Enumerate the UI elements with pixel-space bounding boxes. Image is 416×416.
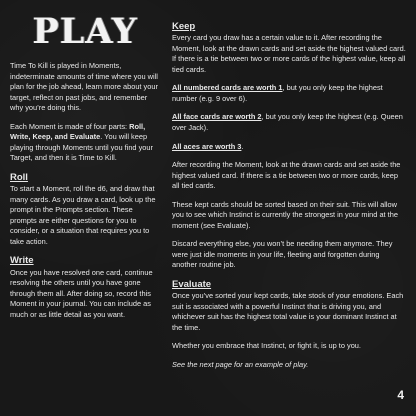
page-number: 4 (397, 387, 404, 402)
right-column (172, 21, 406, 378)
keep-paragraph-3: These kept cards should be sorted based on their suit. This will allow you to see which Instinct is currently the strongest in your mind at the moment (see Evaluate). (172, 199, 398, 230)
write-heading: Write (10, 255, 34, 267)
evaluate-paragraph-2: Whether you embrace that Instinct, or fight it, is up to you. (172, 341, 361, 351)
keep-paragraph-4: Discard everything else, you won’t be needing them anymore. They were just idle moments in your life, fleeting and forgotten during another routine job. (172, 239, 393, 270)
write-paragraph: Once you have resolved one card, continue resolving the others until you have gone through them all. After doing so, record this Moment in your journal. You can include as much or as little detail as you want. (10, 267, 153, 319)
evaluate-heading: Evaluate (172, 278, 212, 290)
moments-paragraph (10, 122, 160, 164)
keep-paragraph-2: After recording the Moment, look at the drawn cards and set aside the highest valued card. If there is a tie between two or more cards, keep all tied cards. (172, 160, 401, 191)
page-title: PLAY (32, 11, 138, 52)
moments-text-before: Each Moment is made of four parts: (10, 121, 130, 131)
moments-parts: Roll, Write, Keep, and Evaluate (10, 121, 146, 142)
moments-text-after: . You will keep playing through Moments until you find your Target, and then it is Time to Kill. (10, 132, 153, 163)
numbered-cards-value: All numbered cards are worth 1 (172, 83, 283, 93)
next-page-note: See the next page for an example of play. (172, 359, 309, 369)
intro-paragraph: Time To Kill is played in Moments, indeterminate amounts of time where you will plan for the job ahead, learn more about your target, reflect on past jobs, and remember why you’re doing this. (10, 61, 158, 113)
aces-rest: . (241, 141, 244, 151)
roll-heading: Roll (10, 171, 28, 183)
face-cards-rest: , but you only keep the highest (e.g. Queen over Jack). (172, 112, 403, 132)
aces-rule (172, 142, 406, 153)
numbered-cards-rest: , but you only keep the highest number (e.g. 9 over 6). (172, 83, 383, 103)
left-column (10, 11, 160, 328)
roll-paragraph: To start a Moment, roll the d6, and draw that many cards. As you draw a card, look up the prompt in the Prompts section. These prompts are either questions for you to consider, or a situation that requires you to take action. (10, 184, 156, 246)
aces-value: All aces are worth 3 (172, 141, 242, 151)
evaluate-paragraph-1: Once you’ve sorted your kept cards, take stock of your emotions. Each suit is associated with a powerful Instinct that is driving you, and whichever suit has the highest total value is your dominant Instinct at the time. (172, 291, 404, 332)
face-cards-value: All face cards are worth 2 (172, 112, 262, 122)
keep-heading: Keep (172, 21, 196, 32)
numbered-cards-rule (172, 83, 406, 104)
keep-paragraph-1: Every card you draw has a certain value to it. After recording the Moment, look at the drawn cards and set aside the highest valued card. If there is a tie between two or more cards of the highest value, keep all tied cards. (172, 33, 406, 74)
face-cards-rule (172, 112, 406, 133)
